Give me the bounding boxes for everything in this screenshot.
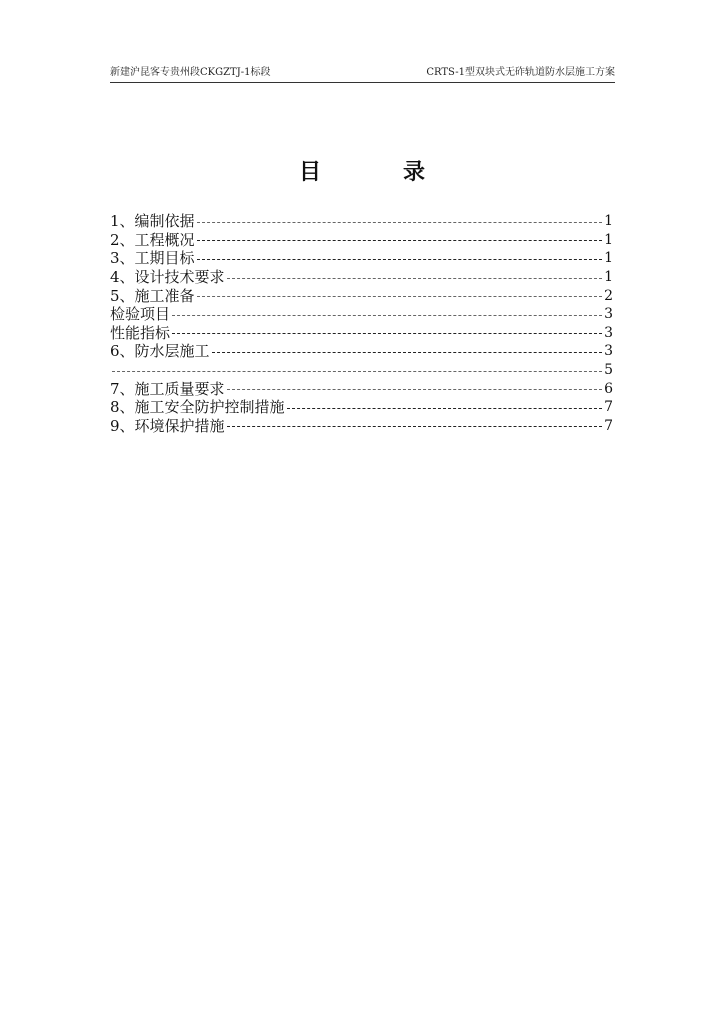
page-header	[110, 66, 615, 83]
toc-entry[interactable]	[110, 361, 613, 380]
toc-entry-label: 检验项目	[110, 305, 171, 324]
header-document-title: CRTS-1型双块式无砟轨道防水层施工方案	[426, 67, 615, 78]
toc-entry[interactable]	[110, 305, 613, 324]
toc-dot-leader	[112, 371, 602, 372]
toc-entry[interactable]	[110, 398, 613, 417]
toc-dot-leader	[172, 333, 602, 334]
toc-dot-leader	[197, 296, 603, 297]
toc-dot-leader	[227, 389, 603, 390]
table-of-contents	[110, 212, 613, 435]
toc-entry-page-number: 1	[604, 250, 613, 267]
toc-entry-label: 9、环境保护措施	[110, 416, 225, 435]
toc-entry-page-number: 2	[604, 287, 613, 304]
toc-entry-page-number: 3	[604, 343, 613, 360]
header-project-name: 新建沪昆客专贵州段CKGZTJ-1标段	[110, 67, 271, 78]
toc-entry-page-number: 1	[604, 269, 613, 286]
toc-entry-label: 7、施工质量要求	[110, 379, 225, 398]
toc-dot-leader	[287, 408, 603, 409]
toc-entry-page-number: 7	[604, 417, 613, 434]
toc-entry[interactable]	[110, 342, 613, 361]
toc-entry[interactable]	[110, 249, 613, 268]
toc-entry[interactable]	[110, 379, 613, 398]
toc-entry-page-number: 6	[604, 380, 613, 397]
toc-entry[interactable]	[110, 324, 613, 343]
toc-entry[interactable]	[110, 212, 613, 231]
toc-entry-page-number: 1	[604, 231, 613, 248]
toc-entry-label: 8、施工安全防护控制措施	[110, 398, 285, 417]
toc-dot-leader	[227, 278, 603, 279]
toc-entry-label: 2、工程概况	[110, 230, 195, 249]
toc-dot-leader	[197, 222, 603, 223]
toc-entry-label: 3、工期目标	[110, 249, 195, 268]
toc-entry-label: 1、编制依据	[110, 212, 195, 231]
toc-entry[interactable]	[110, 268, 613, 287]
toc-dot-leader	[227, 426, 603, 427]
toc-entry[interactable]	[110, 286, 613, 305]
toc-entry-label: 性能指标	[110, 323, 171, 342]
toc-dot-leader	[172, 315, 602, 316]
toc-entry-label: 5、施工准备	[110, 286, 195, 305]
toc-title: 目 录	[298, 159, 455, 185]
toc-entry[interactable]	[110, 231, 613, 250]
toc-entry-page-number: 7	[604, 399, 613, 416]
toc-entry-page-number: 1	[604, 213, 613, 230]
toc-entry-page-number: 3	[604, 306, 613, 323]
toc-dot-leader	[197, 259, 603, 260]
toc-entry-page-number: 3	[604, 324, 613, 341]
toc-dot-leader	[212, 352, 603, 353]
toc-entry-label: 4、设计技术要求	[110, 268, 225, 287]
toc-entry-label: 6、防水层施工	[110, 342, 210, 361]
toc-entry-page-number: 5	[604, 362, 613, 379]
toc-dot-leader	[197, 240, 603, 241]
toc-entry[interactable]	[110, 417, 613, 436]
